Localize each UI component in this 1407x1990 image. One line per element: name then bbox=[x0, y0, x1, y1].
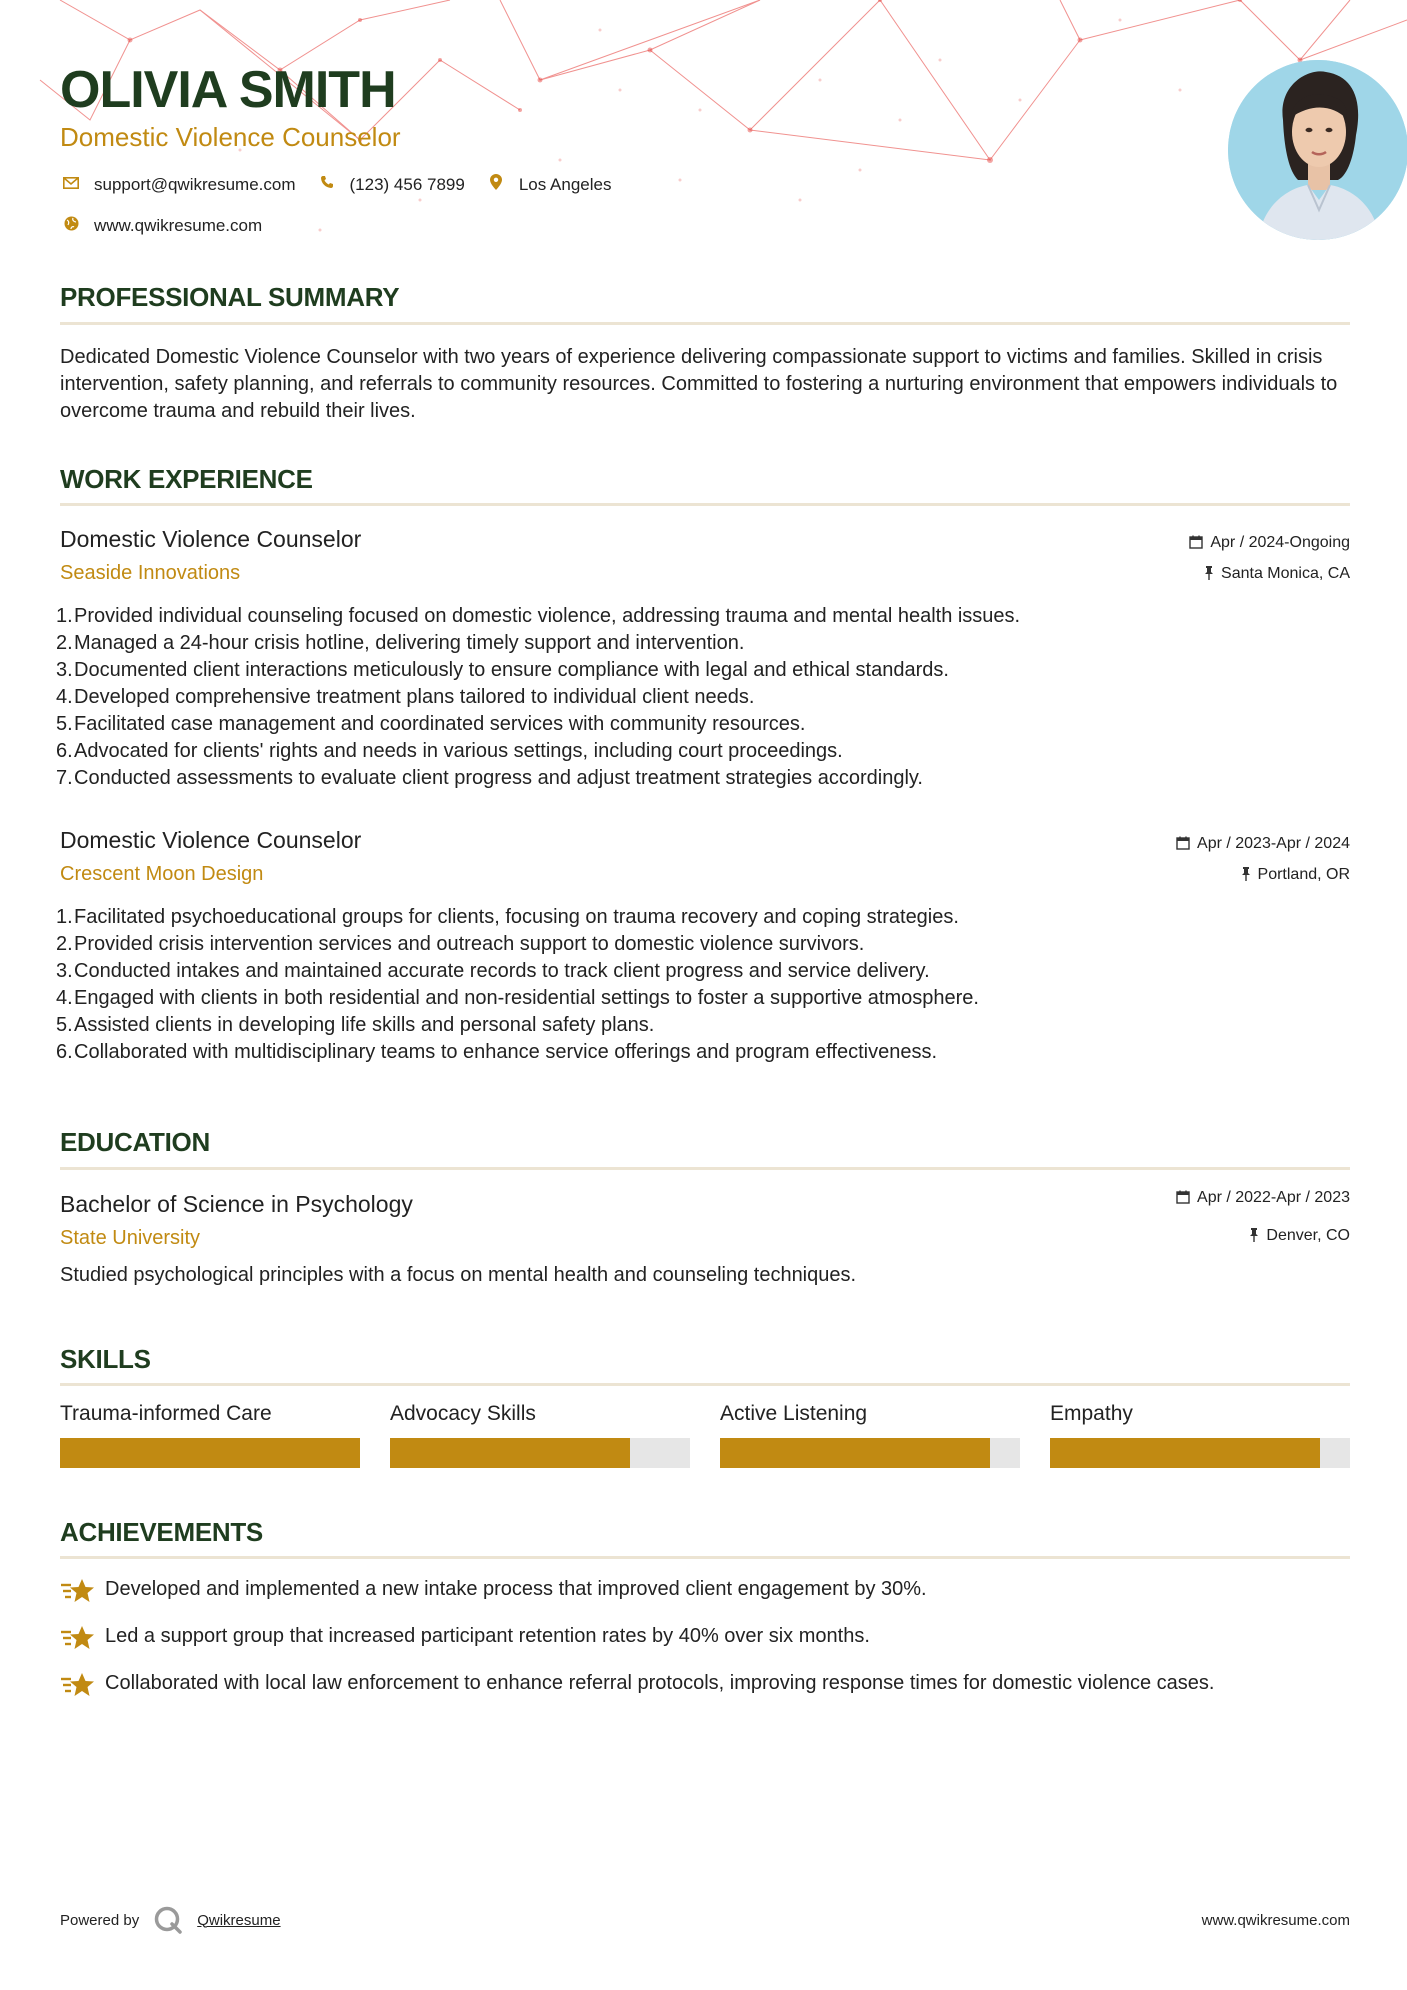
qwikresume-link[interactable]: Qwikresume bbox=[197, 1911, 281, 1929]
list-item: 3. Documented client interactions meticulously to ensure compliance with legal and ethical standards. bbox=[56, 659, 949, 681]
map-marker-icon bbox=[485, 174, 507, 195]
powered-by-label: Powered by bbox=[60, 1911, 140, 1929]
list-item: 1. Provided individual counseling focused on domestic violence, addressing trauma and mental health issues. bbox=[56, 605, 1021, 627]
list-item: 2. Provided crisis intervention services and outreach support to domestic violence survivors. bbox=[56, 933, 865, 955]
list-item: 5. Assisted clients in developing life skills and personal safety plans. bbox=[56, 1014, 655, 1036]
summary-heading: PROFESSIONAL SUMMARY bbox=[60, 282, 400, 312]
contact-location bbox=[485, 174, 612, 195]
achievement-text: Led a support group that increased participant retention rates by 40% over six months. bbox=[105, 1625, 870, 1647]
list-item: 2. Managed a 24-hour crisis hotline, delivering timely support and intervention. bbox=[56, 632, 745, 654]
job-1-location-text: Santa Monica, CA bbox=[1221, 565, 1350, 582]
job-1-location bbox=[1204, 565, 1350, 583]
contact-row-secondary bbox=[60, 216, 282, 236]
list-item: 6. Collaborated with multidisciplinary teams to enhance service offerings and program effectiveness. bbox=[56, 1041, 938, 1063]
skill-level-bar bbox=[720, 1438, 1020, 1468]
avatar-illustration bbox=[1228, 60, 1407, 240]
list-item: 4. Engaged with clients in both residential and non-residential settings to foster a supportive atmosphere. bbox=[56, 987, 979, 1009]
star-icon bbox=[60, 1576, 96, 1606]
experience-heading: WORK EXPERIENCE bbox=[60, 464, 313, 494]
candidate-title: Domestic Violence Counselor bbox=[60, 122, 401, 152]
skill-name: Trauma-informed Care bbox=[60, 1402, 272, 1425]
achievement-text: Developed and implemented a new intake process that improved client engagement by 30%. bbox=[105, 1578, 927, 1600]
skill-item bbox=[1050, 1402, 1350, 1468]
list-item: 1. Facilitated psychoeducational groups for clients, focusing on trauma recovery and coping strategies. bbox=[56, 906, 959, 928]
education-description: Studied psychological principles with a focus on mental health and counseling techniques. bbox=[60, 1264, 857, 1286]
calendar-icon bbox=[1176, 1190, 1190, 1207]
job-1-dates bbox=[1189, 534, 1350, 552]
skill-name: Advocacy Skills bbox=[390, 1402, 536, 1425]
achievement-item bbox=[60, 1623, 1350, 1653]
list-item: 7. Conducted assessments to evaluate client progress and adjust treatment strategies accordingly. bbox=[56, 767, 923, 789]
skill-item bbox=[390, 1402, 690, 1468]
summary-divider bbox=[60, 322, 1350, 325]
job-2-dates-text: Apr / 2023-Apr / 2024 bbox=[1197, 835, 1350, 852]
job-1-title: Domestic Violence Counselor bbox=[60, 526, 362, 552]
star-icon bbox=[60, 1670, 96, 1700]
education-dates-text: Apr / 2022-Apr / 2023 bbox=[1197, 1189, 1350, 1206]
experience-divider bbox=[60, 503, 1350, 506]
candidate-name: OLIVIA SMITH bbox=[60, 61, 396, 119]
skill-item bbox=[60, 1402, 360, 1468]
job-2-location bbox=[1241, 866, 1350, 884]
footer-branding bbox=[60, 1905, 281, 1935]
achievements-divider bbox=[60, 1556, 1350, 1559]
job-2-location-text: Portland, OR bbox=[1257, 866, 1350, 883]
profile-photo bbox=[1228, 60, 1407, 240]
skill-level-bar bbox=[1050, 1438, 1350, 1468]
pushpin-icon bbox=[1204, 566, 1214, 583]
list-item: 4. Developed comprehensive treatment plans tailored to individual client needs. bbox=[56, 686, 755, 708]
star-icon bbox=[60, 1623, 96, 1653]
phone-text: (123) 456 7899 bbox=[349, 174, 465, 194]
qwikresume-logo-icon bbox=[153, 1905, 183, 1935]
job-2-company: Crescent Moon Design bbox=[60, 863, 264, 885]
calendar-icon bbox=[1176, 836, 1190, 853]
education-location-text: Denver, CO bbox=[1266, 1227, 1350, 1244]
globe-icon bbox=[60, 216, 82, 236]
achievements-list bbox=[60, 1576, 1350, 1717]
skill-item bbox=[720, 1402, 1020, 1468]
email-text: support@qwikresume.com bbox=[94, 174, 296, 194]
location-text: Los Angeles bbox=[518, 174, 612, 194]
skills-divider bbox=[60, 1383, 1350, 1386]
contact-phone[interactable] bbox=[316, 175, 465, 195]
skill-level-fill bbox=[390, 1438, 630, 1468]
job-1-responsibilities bbox=[56, 603, 1350, 792]
contact-website[interactable] bbox=[60, 216, 262, 236]
education-location bbox=[1249, 1227, 1350, 1245]
contact-row-primary bbox=[60, 174, 631, 195]
education-divider bbox=[60, 1167, 1350, 1170]
achievement-item bbox=[60, 1576, 1350, 1606]
achievement-item bbox=[60, 1670, 1350, 1700]
skill-level-bar bbox=[60, 1438, 360, 1468]
skill-level-fill bbox=[60, 1438, 360, 1468]
footer-website[interactable]: www.qwikresume.com bbox=[1201, 1911, 1350, 1929]
skill-level-fill bbox=[720, 1438, 990, 1468]
education-degree: Bachelor of Science in Psychology bbox=[60, 1191, 413, 1217]
achievement-text: Collaborated with local law enforcement to enhance referral protocols, improving response times for domestic violence cases. bbox=[105, 1672, 1215, 1694]
envelope-icon bbox=[60, 176, 82, 194]
pushpin-icon bbox=[1241, 867, 1251, 884]
phone-icon bbox=[316, 175, 338, 194]
pushpin-icon bbox=[1249, 1228, 1259, 1245]
skill-level-fill bbox=[1050, 1438, 1320, 1468]
job-1-dates-text: Apr / 2024-Ongoing bbox=[1210, 534, 1350, 551]
achievements-heading: ACHIEVEMENTS bbox=[60, 1517, 263, 1547]
list-item: 5. Facilitated case management and coordinated services with community resources. bbox=[56, 713, 806, 735]
job-1-company: Seaside Innovations bbox=[60, 562, 241, 584]
education-school: State University bbox=[60, 1227, 201, 1249]
job-2-dates bbox=[1176, 835, 1350, 853]
education-heading: EDUCATION bbox=[60, 1127, 210, 1157]
summary-text: Dedicated Domestic Violence Counselor with two years of experience delivering compassionate support to victims and families. Skilled in crisis intervention, safety planning, and referrals to community resources. Committed to fostering a nurturing environment that empowers individuals to overcome trauma and rebuild their lives. bbox=[60, 346, 1338, 422]
skill-name: Empathy bbox=[1050, 1402, 1133, 1425]
contact-email[interactable] bbox=[60, 175, 296, 195]
skill-name: Active Listening bbox=[720, 1402, 868, 1425]
page-footer bbox=[60, 1900, 1350, 1940]
list-item: 6. Advocated for clients' rights and needs in various settings, including court proceedings. bbox=[56, 740, 843, 762]
skills-list bbox=[60, 1402, 1350, 1468]
job-2-responsibilities bbox=[56, 904, 1350, 1066]
list-item: 3. Conducted intakes and maintained accurate records to track client progress and service delivery. bbox=[56, 960, 930, 982]
website-text: www.qwikresume.com bbox=[94, 216, 263, 235]
job-2-title: Domestic Violence Counselor bbox=[60, 827, 362, 853]
education-dates bbox=[1176, 1189, 1350, 1207]
skills-heading: SKILLS bbox=[60, 1344, 151, 1374]
skill-level-bar bbox=[390, 1438, 690, 1468]
calendar-icon bbox=[1189, 535, 1203, 552]
